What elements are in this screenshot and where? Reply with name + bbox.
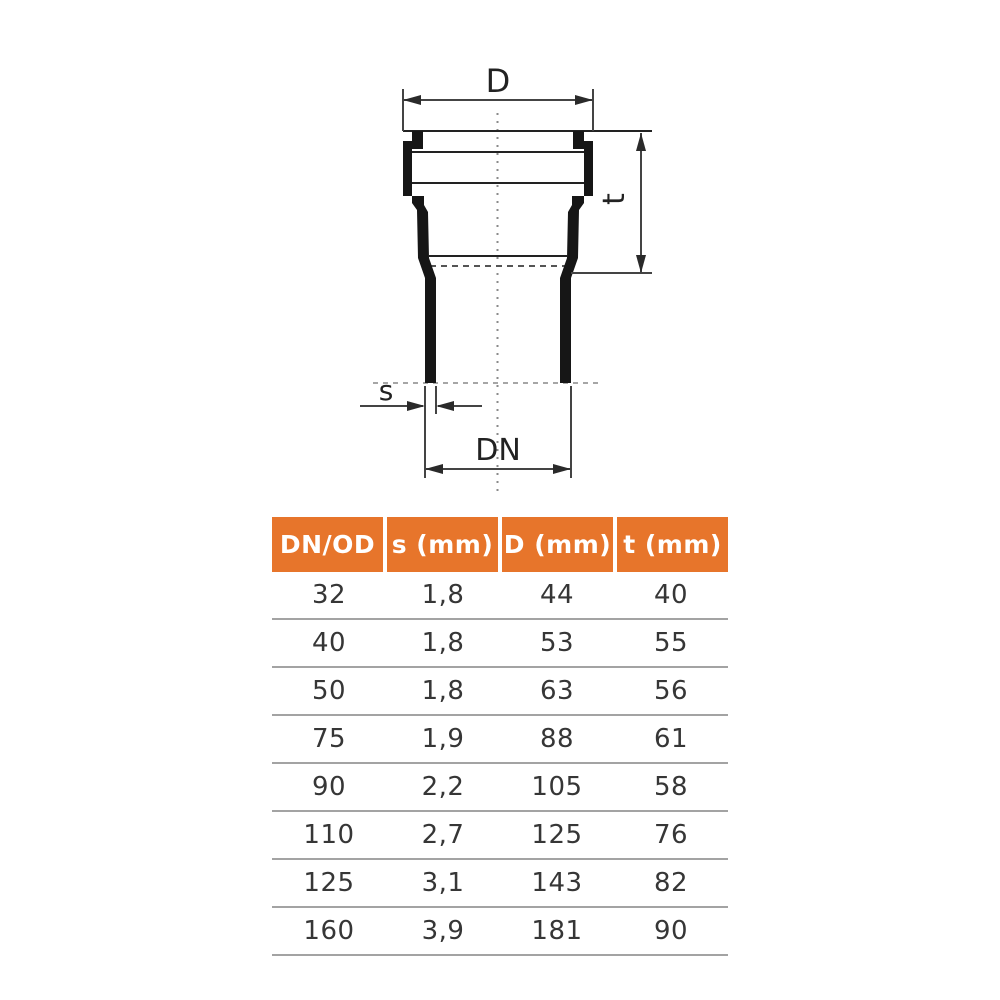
arrowhead-icon — [425, 464, 443, 474]
table-row — [272, 764, 728, 812]
table-header-row — [272, 517, 728, 572]
dim-label-dn: DN — [475, 433, 521, 468]
dimension-d — [403, 62, 593, 131]
table-cell: 3,9 — [421, 916, 465, 946]
table-cell: 3,1 — [421, 868, 465, 898]
column-header-dn-od: DN/OD — [272, 517, 383, 572]
table-row — [272, 572, 728, 620]
table-cell: 143 — [531, 868, 583, 898]
taper-wall-right — [560, 258, 578, 278]
table-cell: 125 — [531, 820, 583, 850]
table-cell: 76 — [653, 820, 689, 850]
table-row — [272, 908, 728, 956]
table-cell: 2,2 — [421, 772, 465, 802]
table-cell: 110 — [303, 820, 355, 850]
table-cell: 88 — [539, 724, 575, 754]
socket-wall-left — [412, 196, 429, 258]
table-cell: 2,7 — [421, 820, 465, 850]
table-cell: 32 — [311, 580, 347, 610]
table-cell: 90 — [311, 772, 347, 802]
spec-table-body — [272, 572, 728, 956]
table-cell: 40 — [653, 580, 689, 610]
column-header-d: D (mm) — [502, 517, 613, 572]
table-cell: 44 — [539, 580, 575, 610]
table-cell: 181 — [531, 916, 583, 946]
socket-wall-right — [567, 196, 584, 258]
column-header-t: t (mm) — [617, 517, 728, 572]
table-cell: 58 — [653, 772, 689, 802]
table-cell: 105 — [531, 772, 583, 802]
table-row — [272, 620, 728, 668]
table-cell: 160 — [303, 916, 355, 946]
dimension-s — [360, 374, 482, 478]
table-cell: 1,8 — [421, 676, 465, 706]
arrowhead-icon — [407, 401, 425, 411]
collar-wall-left — [403, 141, 412, 196]
table-row — [272, 668, 728, 716]
table-cell: 1,8 — [421, 580, 465, 610]
column-header-s: s (mm) — [387, 517, 498, 572]
table-cell: 82 — [653, 868, 689, 898]
table-cell: 90 — [653, 916, 689, 946]
arrowhead-icon — [403, 95, 421, 105]
dimension-table — [272, 517, 728, 956]
table-cell: 56 — [653, 676, 689, 706]
table-row — [272, 716, 728, 764]
table-cell: 1,9 — [421, 724, 465, 754]
socket-lip-left — [412, 131, 423, 149]
table-cell: 1,8 — [421, 628, 465, 658]
taper-wall-left — [418, 258, 436, 278]
table-cell: 40 — [311, 628, 347, 658]
table-cell: 53 — [539, 628, 575, 658]
dim-label-t: t — [597, 193, 632, 205]
table-cell: 55 — [653, 628, 689, 658]
arrowhead-icon — [636, 133, 646, 151]
dimension-dn — [425, 386, 571, 478]
arrowhead-icon — [575, 95, 593, 105]
arrowhead-icon — [436, 401, 454, 411]
table-row — [272, 860, 728, 908]
table-cell: 63 — [539, 676, 575, 706]
pipe-wall-left — [425, 278, 436, 383]
fitting-outline — [403, 131, 652, 383]
dim-label-s: s — [378, 374, 394, 407]
pipe-wall-right — [560, 278, 571, 383]
socket-lip-right — [573, 131, 584, 149]
table-cell: 50 — [311, 676, 347, 706]
table-row — [272, 812, 728, 860]
table-cell: 75 — [311, 724, 347, 754]
arrowhead-icon — [636, 255, 646, 273]
collar-wall-right — [584, 141, 593, 196]
table-cell: 125 — [303, 868, 355, 898]
table-cell: 61 — [653, 724, 689, 754]
arrowhead-icon — [553, 464, 571, 474]
dim-label-d: D — [485, 62, 511, 100]
